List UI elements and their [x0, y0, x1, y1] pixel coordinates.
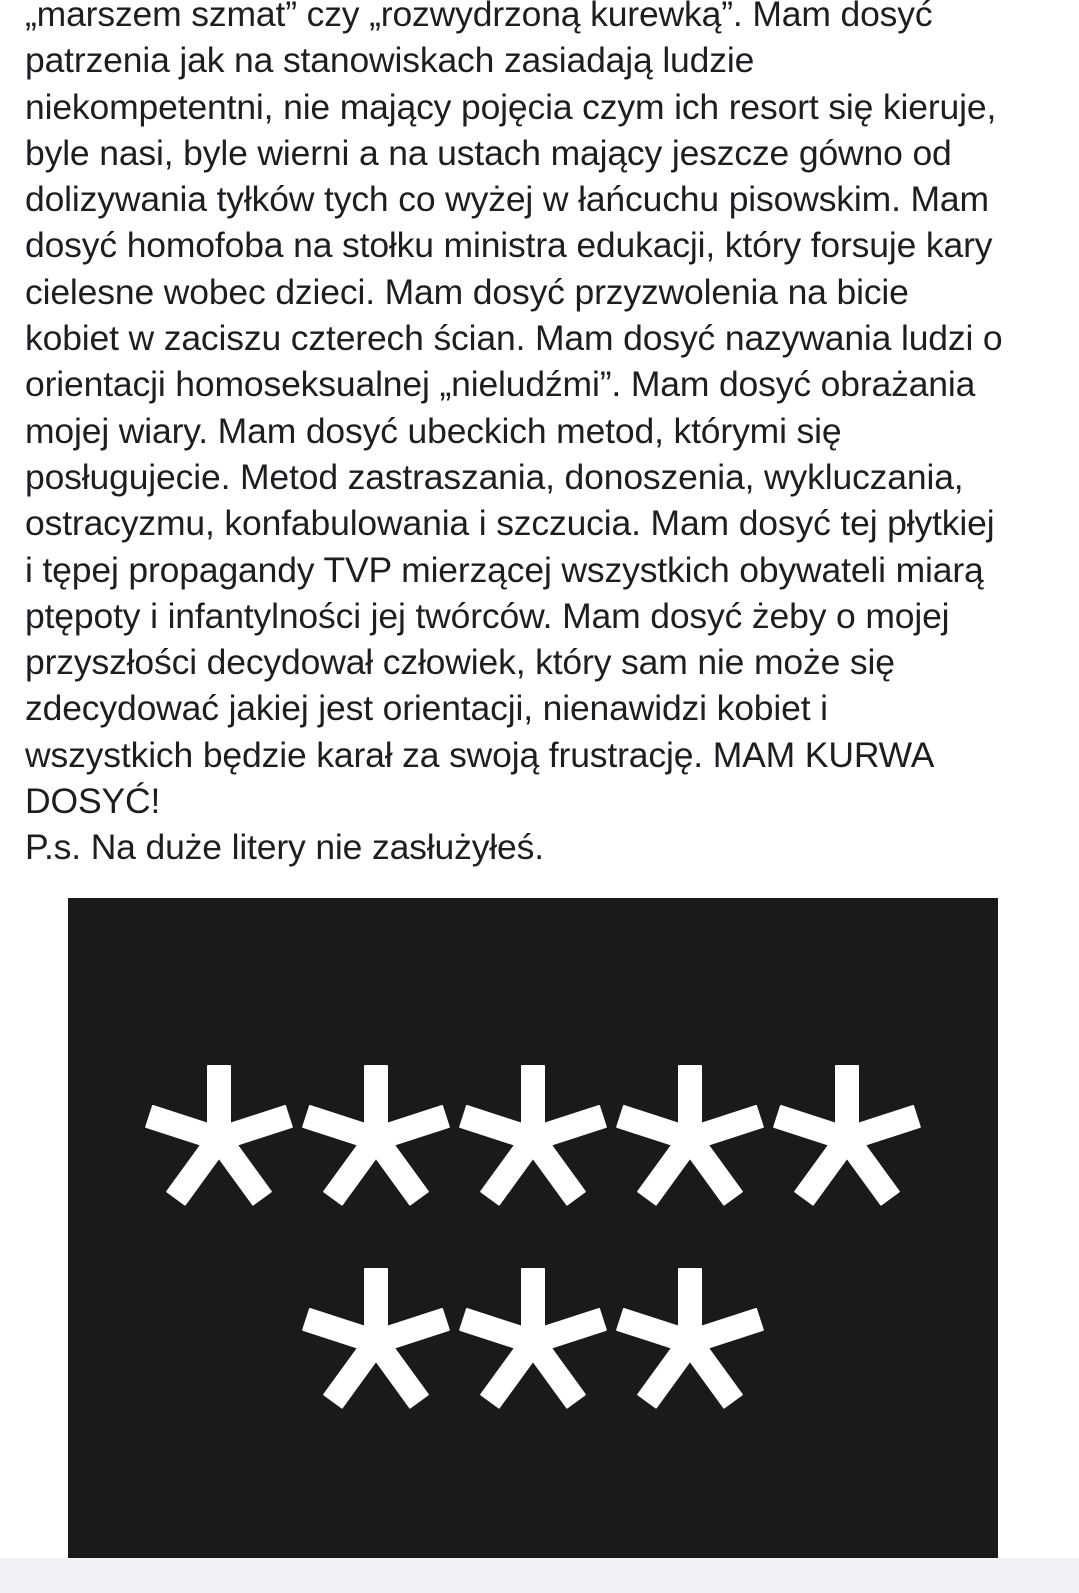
post-text-line: niekompetentni, nie mający pojęcia czym ich resort się kieruje,: [25, 86, 997, 127]
post-text-line: dosyć homofoba na stołku ministra edukacji, który forsuje kary: [25, 225, 993, 266]
asterisk-symbol: [616, 1065, 764, 1206]
asterisk-symbol: [302, 1065, 450, 1206]
bottom-bar: [0, 1558, 1079, 1593]
post-text-line: „marszem szmat” czy „rozwydrzoną kurewką”. Mam dosyć: [25, 0, 933, 34]
asterisk-graphic: [68, 898, 998, 1560]
post-text-line: ostracyzmu, konfabulowania i szczucia. Mam dosyć tej płytkiej: [25, 503, 995, 544]
post-text-line: mojej wiary. Mam dosyć ubeckich metod, którymi się: [25, 410, 842, 451]
post-text-line: DOSYĆ!: [25, 781, 161, 822]
post-text-line: przyszłości decydował człowiek, który sam nie może się: [25, 642, 895, 683]
post-text-line: ptępoty i infantylności jej twórców. Mam dosyć żeby o mojej: [25, 595, 950, 636]
post-text-line: dolizywania tyłków tych co wyżej w łańcuchu pisowskim. Mam: [25, 179, 989, 220]
asterisk-symbol: [459, 1268, 607, 1409]
post-text-line: zdecydować jakiej jest orientacji, nienawidzi kobiet i: [25, 688, 828, 729]
asterisk-symbol: [302, 1268, 450, 1409]
post-text-line: orientacji homoseksualnej „nieludźmi”. Mam dosyć obrażania: [25, 364, 976, 405]
post-text-line: wszystkich będzie karał za swoją frustrację. MAM KURWA: [25, 734, 935, 775]
post-text-line: patrzenia jak na stanowiskach zasiadają ludzie: [25, 40, 755, 81]
asterisk-symbol: [616, 1268, 764, 1409]
post-text-line: byle nasi, byle wierni a na ustach mający jeszcze gówno od: [25, 132, 952, 173]
post-text-line: cielesne wobec dzieci. Mam dosyć przyzwolenia na bicie: [25, 271, 909, 312]
asterisk-symbol: [145, 1065, 293, 1206]
asterisk-symbol: [773, 1065, 921, 1206]
post-text-line: P.s. Na duże litery nie zasłużyłeś.: [25, 827, 544, 868]
post-text: [25, 0, 1065, 871]
post-image[interactable]: [68, 898, 998, 1560]
post-text-line: posługujecie. Metod zastraszania, donoszenia, wykluczania,: [25, 456, 964, 497]
asterisk-symbol: [459, 1065, 607, 1206]
post-text-line: i tępej propagandy TVP mierzącej wszystkich obywateli miarą: [25, 549, 984, 590]
post-text-line: kobiet w zaciszu czterech ścian. Mam dosyć nazywania ludzi o: [25, 318, 1003, 359]
